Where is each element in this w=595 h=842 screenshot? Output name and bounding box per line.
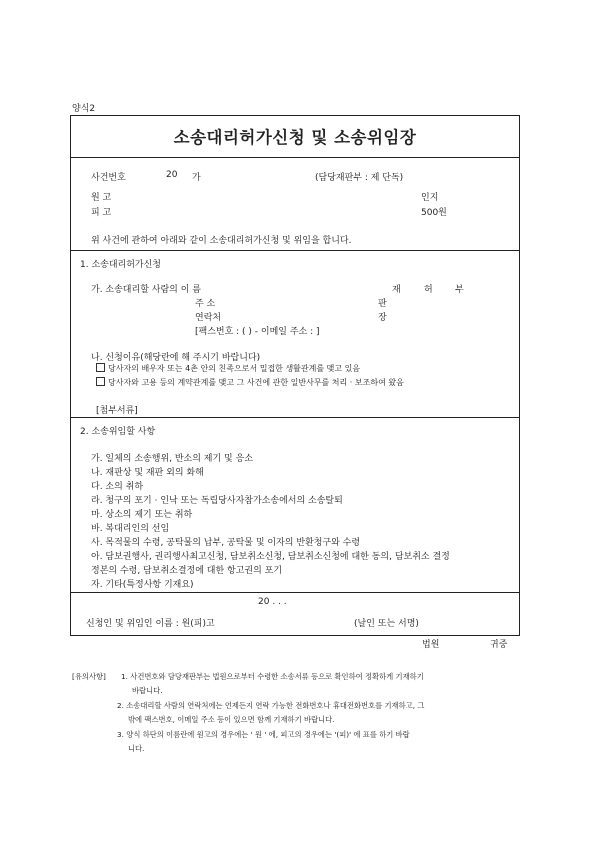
divider [70, 592, 520, 593]
note-line: 3. 양식 하단의 이름란에 원고의 경우에는 ' 원 ' 에, 피고의 경우에는 '(피)' 에 표를 하기 바랍 [117, 730, 410, 739]
reason-option-label: 당사자와 고용 등의 계약관계를 맺고 그 사건에 관한 일반사무를 처리 · 보조하여 왔음 [108, 378, 404, 387]
court-stamp-char: 장 [378, 313, 387, 323]
seal-label: (날인 또는 서명) [354, 619, 419, 629]
section2-heading: 2. 소송위임할 사항 [80, 427, 156, 437]
case-year-field[interactable]: 20 [166, 170, 178, 180]
delegation-item: 라. 청구의 포기 · 인낙 또는 독립당사자참가소송에서의 소송탈퇴 [91, 496, 343, 506]
reason-option[interactable] [96, 363, 360, 374]
stamp-amount: 500원 [421, 208, 447, 218]
agent-name-label: 가. 소송대리할 사람의 이 름 [91, 285, 201, 295]
statement-text: 위 사건에 관하여 아래와 같이 소송대리허가신청 및 위임을 합니다. [91, 236, 352, 246]
delegation-item: 아. 담보권행사, 권리행사최고신청, 담보취소신청, 담보취소신청에 대한 동의, 담보취소 결정 [91, 552, 450, 562]
delegation-item: 마. 상소의 제기 또는 취하 [91, 510, 193, 520]
reason-heading: 나. 신청이유(해당란에 해 주시기 바랍니다) [91, 353, 261, 363]
delegation-item: 사. 목적물의 수령, 공탁물의 납부, 공탁물 및 이자의 반환청구와 수령 [91, 538, 361, 548]
addressee-label: 귀중 [490, 640, 508, 650]
agent-contact-label: 연락처 [195, 313, 222, 323]
note-line: 니다. [128, 744, 145, 753]
section1-heading: 1. 소송대리허가신청 [80, 260, 162, 270]
divider [70, 250, 520, 251]
court-stamp-char: 부 [455, 285, 464, 295]
reason-option-label: 당사자의 배우자 또는 4촌 안의 친족으로서 밀접한 생활관계를 맺고 있음 [108, 364, 361, 373]
divider [70, 417, 520, 418]
delegation-item: 바. 복대리인의 선임 [91, 524, 170, 534]
court-stamp-char: 판 [378, 299, 387, 309]
delegation-item: 정본의 수령, 담보취소결정에 대한 항고권의 포기 [91, 566, 283, 576]
form-number: 양식2 [72, 104, 96, 114]
delegation-item: 가. 일체의 소송행위, 반소의 제기 및 응소 [91, 454, 253, 464]
applicant-name-field[interactable]: 신청인 및 위임인 이름 : 원(피)고 [86, 619, 215, 629]
fax-email-field[interactable]: [팩스번호 : ( ) - 이메일 주소 : ] [195, 327, 320, 337]
note-line: 2. 소송대리할 사람의 연락처에는 언제든지 연락 가능한 전화번호나 휴대전화번호를 기재하고, 그 [117, 701, 425, 710]
note-line: 1. 사건번호와 담당재판부는 법원으로부터 수령한 소송서류 등으로 확인하여 정확하게 기재하기 [121, 672, 424, 681]
case-number-label: 사건번호 [91, 173, 126, 183]
page-title: 소송대리허가신청 및 소송위임장 [173, 128, 417, 147]
stamp-label: 인지 [421, 193, 439, 203]
notes-heading: [유의사항] [72, 672, 106, 681]
court-stamp-char: 재 [392, 285, 401, 295]
delegation-item: 자. 기타(특정사항 기재요) [91, 580, 194, 590]
reason-option[interactable] [96, 377, 404, 388]
plaintiff-label: 원 고 [91, 193, 112, 203]
case-mark: 가 [192, 173, 201, 183]
date-field[interactable]: 20 . . . [258, 597, 287, 607]
checkbox[interactable] [96, 363, 105, 372]
defendant-label: 피 고 [91, 208, 112, 218]
court-label: 법원 [422, 640, 440, 650]
note-line: 바랍니다. [132, 686, 163, 695]
agent-address-label: 주 소 [195, 299, 216, 309]
court-division-field[interactable]: (담당재판부 : 제 단독) [315, 173, 404, 183]
note-line: 밖에 팩스번호, 이메일 주소 등이 있으면 함께 기재하기 바랍니다. [128, 715, 335, 724]
delegation-item: 나. 재판상 및 재판 외의 화해 [91, 468, 204, 478]
attachments-label: [첨부서류] [96, 406, 138, 416]
divider [70, 157, 520, 158]
delegation-item: 다. 소의 취하 [91, 482, 144, 492]
court-stamp-char: 허 [424, 285, 433, 295]
checkbox[interactable] [96, 377, 105, 386]
